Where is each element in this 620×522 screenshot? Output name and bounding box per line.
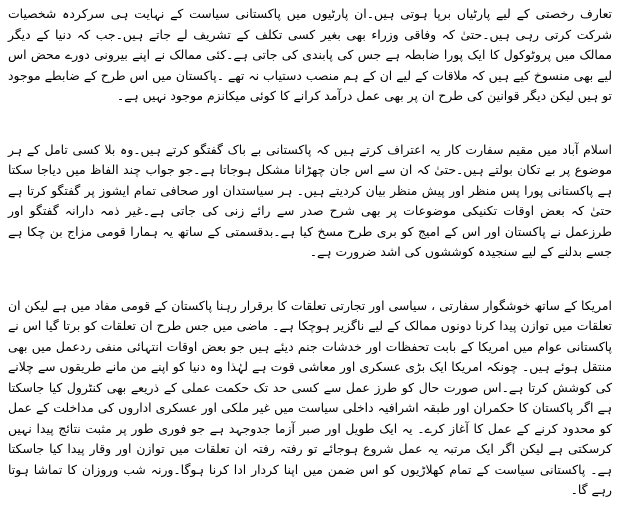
paragraph-us-relations: امریکا کے ساتھ خوشگوار سفارتی ، سیاسی اور تجارتی تعلقات کا برقرار رہنا پاکستان کے قومی مفاد میں ہے لیکن ان تعلقات میں توازن پیدا کرنا دونوں ممالک کے لیے ناگزیر ہوچکا ہے۔ ماضی میں جس طرح ان تعلقات کو برتا گیا اس نے پاکستانی عوام میں امریکا کے بابت تحفظات اور خدشات جنم دیئے ہیں جو بعض اوقات انتہائی منفی ردعمل میں بھی منتقل ہوئے ہیں۔ چونکہ امریکا ایک بڑی عسکری اور معاشی قوت ہے لہٰذا وہ دنیا کو اپنے من مانے طریقوں سے چلانے کی کوشش کرتا ہے۔اس صورت حال کو طرز عمل سے کسی حد تک حکمت عملی کے ذریعے بھی کنٹرول کیا جاسکتا ہے اگر پاکستان کا حکمران اور طبقہ اشرافیہ داخلی سیاست میں غیر ملکی اور عسکری اداروں کی مداخلت کے عمل کو محدود کرنے کے عمل کا آغاز کرے۔ یہ ایک طویل اور صبر آزما جدوجہد ہے جو فوری طور پر مثبت نتائج پیدا نہیں کرسکتی ہے لیکن اگر ایک مرتبہ یہ عمل شروع ہوجائے تو رفتہ رفتہ ان تعلقات میں توازن اور وقار پیدا کیا جاسکتا ہے۔ پاکستانی سیاست کے تمام کھلاڑیوں کو اس ضمن میں اپنا کردار ادا کرنا ہوگا۔ورنہ شب وروزان کا تماشا ہوتا رہے گا۔ — [8, 297, 612, 497]
paragraph-protocol: تعارف رخصتی کے لیے پارٹیاں برپا ہوتی ہیں۔ان پارٹیوں میں پاکستانی سیاست کے نہایت ہی سرکردہ شخصیات شرکت کرتی رہی ہیں۔حتیٰ کہ وفاقی وزراء بھی بغیر کسی تکلف کے تشریف لے جاتے ہیں۔جب کہ دنیا کے دیگر ممالک میں پروٹوکول کا ایک پورا ضابطہ ہے جس کی پابندی کی جاتی ہے۔کئی ممالک نے اپنے بیرونی دورے محض اس لیے بھی منسوخ کیے ہیں کہ ملاقات کے لیے ان کے ہم منصب دستیاب نہ تھے ۔پاکستان میں اس طرح کے ضابطے موجود تو ہیں لیکن دیگر قوانین کی طرح ان پر بھی عمل درآمد کرانے کا کوئی میکانزم موجود نہیں ہے۔ — [8, 6, 612, 103]
paragraph-diplomats: اسلام آباد میں مقیم سفارت کار یہ اعتراف کرتے ہیں کہ پاکستانی بے باک گفتگو کرتے ہیں۔وہ بلا کسی تامل کے ہر موضوع پر بے تکان بولتے ہیں۔حتیٰ کہ ان سے اس جان چھڑانا مشکل ہوجاتا ہے۔جو جواب چند الفاظ میں دیاجا سکتا ہے پاکستانی پورا پس منظر اور پیش منظر بیان کردیتے ہیں۔ ہر سیاستدان اور صحافی تمام ایشوز پر گفتگو کرتا ہے حتیٰ کہ بعض اوقات تکنیکی موضوعات پر بھی شرح صدر سے رائے زنی کی جاتی ہے۔غیر ذمہ دارانہ گفتگو اور طرزعمل نے پاکستان اور اس کے امیج کو بری طرح مسخ کیا ہے۔بدقسمتی کے ساتھ یہ ہمارا قومی مزاج بن چکا ہے جسے بدلنے کے لیے سنجیدہ کوششوں کی اشد ضرورت ہے۔ — [8, 141, 612, 259]
